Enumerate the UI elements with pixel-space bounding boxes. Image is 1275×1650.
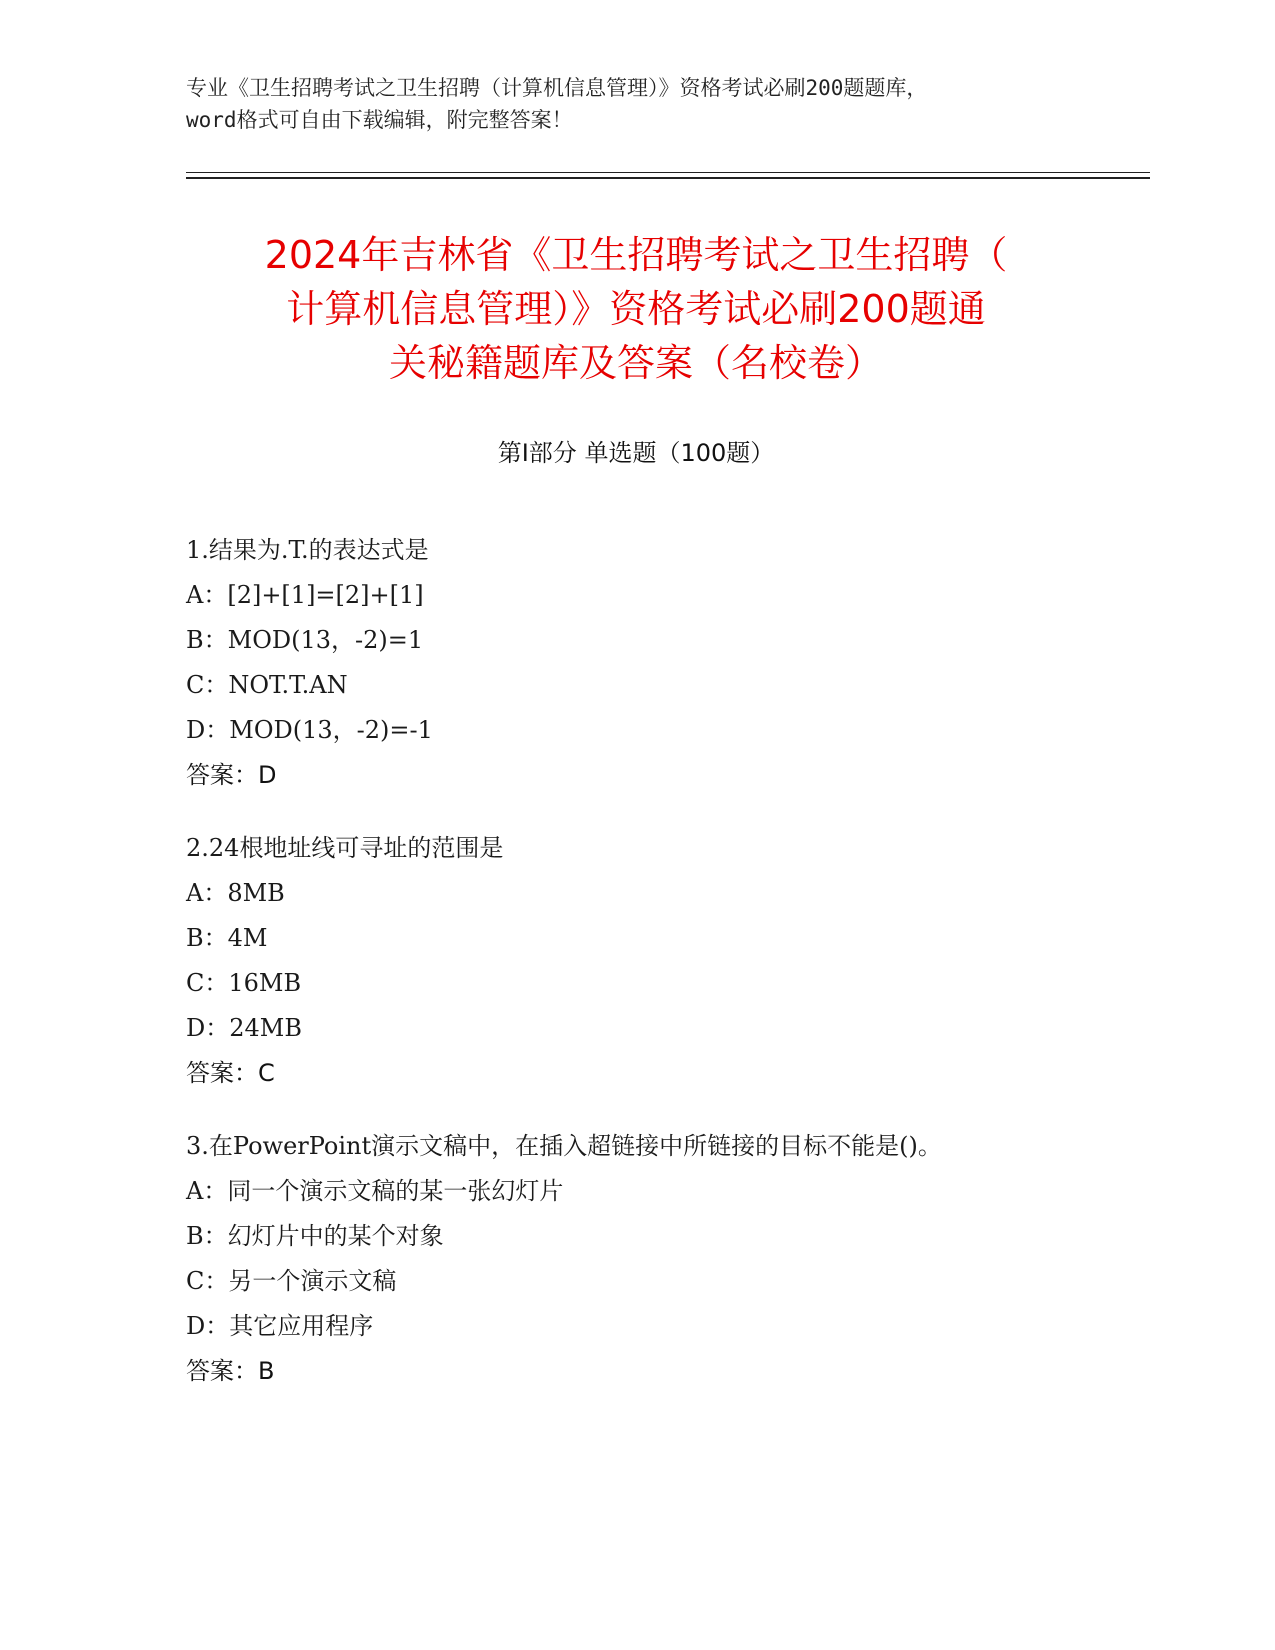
question-stem: 2.24根地址线可寻址的范围是	[186, 834, 504, 862]
document-title-line1: 2024年吉林省《卫生招聘考试之卫生招聘（	[264, 233, 1008, 277]
question-list	[186, 528, 1086, 1422]
header-divider-thin	[186, 172, 1150, 173]
question-3	[186, 1124, 1086, 1394]
question-1	[186, 528, 1086, 798]
option-a: A：[2]+[1]=[2]+[1]	[186, 581, 424, 609]
document-title	[186, 228, 1086, 390]
option-d: D：24MB	[186, 1014, 302, 1042]
header-note	[186, 72, 1086, 136]
option-d: D：MOD(13，-2)=-1	[186, 716, 433, 744]
document-title-line3: 关秘籍题库及答案（名校卷）	[388, 341, 883, 385]
document-title-line2: 计算机信息管理）》资格考试必刷200题通	[286, 287, 986, 331]
section-title: 第Ⅰ部分 单选题（100题）	[497, 439, 775, 467]
option-c: C：另一个演示文稿	[186, 1267, 397, 1295]
answer: 答案：C	[186, 1059, 275, 1087]
header-note-line2: word格式可自由下载编辑，附完整答案！	[186, 108, 573, 132]
option-d: D：其它应用程序	[186, 1312, 374, 1340]
option-b: B：4M	[186, 924, 268, 952]
header-divider-thick	[186, 177, 1150, 179]
question-stem: 3.在PowerPoint演示文稿中，在插入超链接中所链接的目标不能是()。	[186, 1132, 942, 1160]
option-a: A：8MB	[186, 879, 285, 907]
question-2	[186, 826, 1086, 1096]
option-b: B：幻灯片中的某个对象	[186, 1222, 444, 1250]
question-stem: 1.结果为.T.的表达式是	[186, 536, 429, 564]
option-b: B：MOD(13，-2)=1	[186, 626, 424, 654]
option-c: C：16MB	[186, 969, 302, 997]
option-a: A：同一个演示文稿的某一张幻灯片	[186, 1177, 564, 1205]
option-c: C：NOT.T.AN	[186, 671, 348, 699]
header-note-line1: 专业《卫生招聘考试之卫生招聘（计算机信息管理）》资格考试必刷200题题库，	[186, 76, 928, 100]
answer: 答案：B	[186, 1357, 275, 1385]
answer: 答案：D	[186, 761, 277, 789]
